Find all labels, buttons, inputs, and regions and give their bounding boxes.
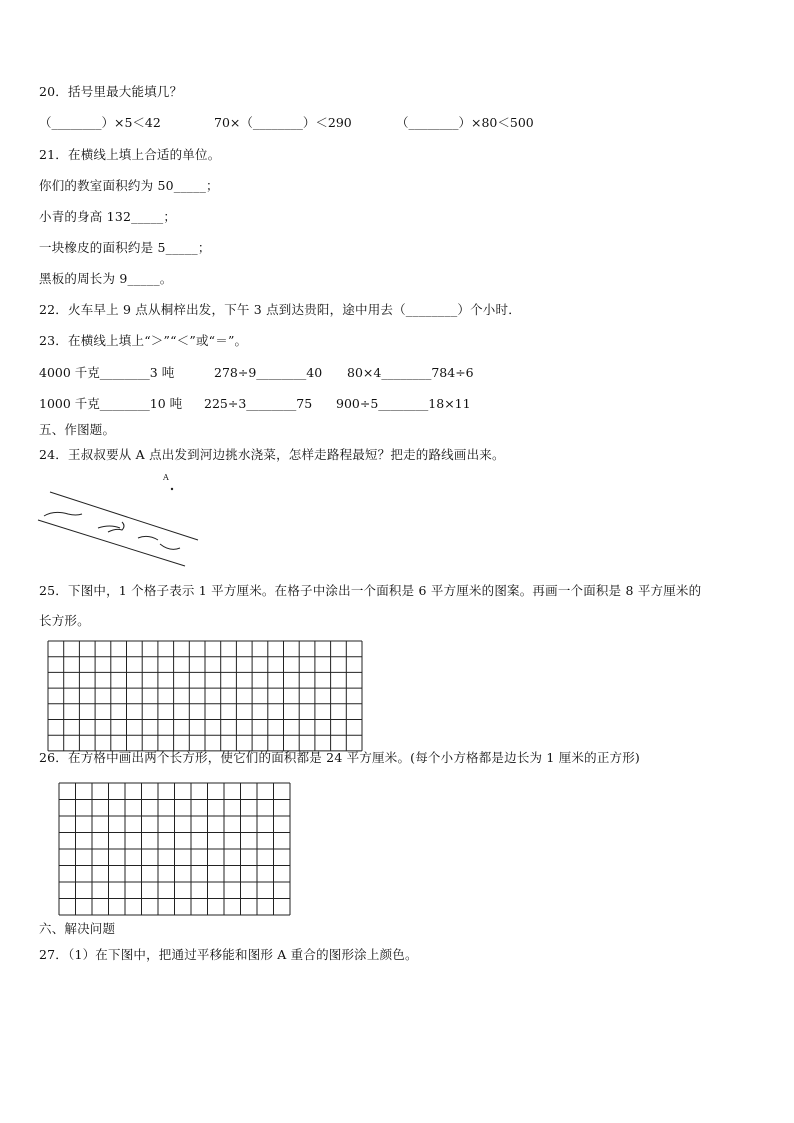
river-figure: [30, 470, 210, 570]
grid-26[interactable]: [59, 783, 291, 906]
question-25-title-line2: 长方形。: [39, 613, 90, 628]
question-27-title: 27．（1）在下图中，把通过平移能和图形 A 重合的图形涂上颜色。: [39, 947, 418, 962]
water-wave-1: [44, 512, 82, 516]
question-24-title: 24．王叔叔要从 A 点出发到河边挑水浇菜，怎样走路程最短？把走的路线画出来。: [39, 447, 505, 462]
question-21-title: 21．在横线上填上合适的单位。: [39, 147, 221, 162]
q21-line-4: 黑板的周长为 9_____。: [39, 271, 173, 286]
question-23-title: 23．在横线上填上“＞”“＜”或“＝”。: [39, 333, 248, 348]
q20-item-3: （________）×80＜500: [396, 115, 534, 130]
q23-row1-item3: 80×4________784÷6: [347, 365, 474, 380]
water-wave-5: [160, 544, 180, 549]
q20-item-2: 70×（________）＜290: [214, 115, 352, 130]
q20-item-1: （________）×5＜42: [39, 115, 161, 130]
riverbank-upper: [50, 492, 198, 540]
q21-line-3: 一块橡皮的面积约是 5_____；: [39, 240, 211, 255]
q21-line-2: 小青的身高 132_____；: [39, 209, 177, 224]
grid-25[interactable]: [48, 641, 364, 735]
q23-row2-item3: 900÷5________18×11: [336, 396, 471, 411]
question-20-title: 20．括号里最大能填几？: [39, 84, 183, 99]
q23-row2-item2: 225÷3________75: [204, 396, 313, 411]
question-25-title-line1: 25．下图中，1 个格子表示 1 平方厘米。在格子中涂出一个面积是 6 平方厘米的图案。再画一个面积是 8 平方厘米的: [39, 583, 702, 598]
water-wave-2: [98, 526, 120, 528]
section-5-heading: 五、作图题。: [39, 422, 116, 437]
point-a-label: A: [163, 473, 169, 482]
question-22-title: 22．火车早上 9 点从桐梓出发，下午 3 点到达贵阳，途中用去（________）个小时．: [39, 302, 521, 317]
water-wave-4: [138, 536, 158, 540]
section-6-heading: 六、解决问题: [39, 921, 116, 936]
q23-row1-item1: 4000 千克________3 吨: [39, 365, 175, 380]
question-26-title: 26．在方格中画出两个长方形，使它们的面积都是 24 平方厘米。(每个小方格都是边长为 1 厘米的正方形): [39, 750, 641, 765]
q23-row2-item1: 1000 千克________10 吨: [39, 396, 183, 411]
q21-line-1: 你们的教室面积约为 50_____；: [39, 178, 219, 193]
point-a-dot: [171, 488, 173, 490]
q23-row1-item2: 278÷9________40: [214, 365, 323, 380]
riverbank-lower: [38, 520, 185, 566]
